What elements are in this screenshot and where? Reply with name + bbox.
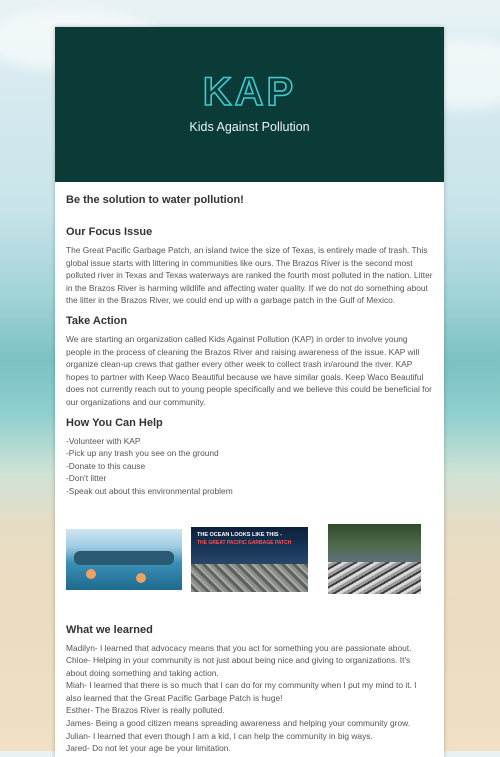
boat-shape (74, 551, 174, 565)
content (55, 182, 444, 755)
buoy-shape (136, 573, 146, 583)
photo-garbage-patch[interactable] (191, 527, 308, 592)
list-item: Madilyn- I learned that advocacy means that you act for something you are passionate about. (66, 642, 412, 653)
list-item: Miah- I learned that there is so much that I can do for my community when I put my mind to it. I also learned that the Great Pacific Garbage Patch is huge! (66, 680, 417, 703)
tagline: Be the solution to water pollution! (66, 194, 244, 206)
newsletter-card (55, 27, 444, 757)
action-heading: Take Action (66, 314, 128, 327)
learned-heading: What we learned (66, 623, 153, 636)
list-item: -Volunteer with KAP (66, 435, 141, 446)
photo-caption-line1: THE OCEAN LOOKS LIKE THIS - (197, 531, 282, 538)
list-item: Jared- Do not let your age be your limitation. (66, 743, 231, 754)
help-heading: How You Can Help (66, 416, 163, 429)
list-item: Chloe- Helping in your community is not just about being nice and giving to organizations. It's about doing something and taking action. (66, 655, 411, 678)
learned-list (66, 642, 433, 755)
buoy-shape (86, 569, 96, 579)
trash-pile (328, 562, 421, 594)
focus-heading: Our Focus Issue (66, 226, 153, 238)
list-item: -Speak out about this environmental problem (66, 485, 233, 496)
list-item: -Pick up any trash you see on the ground (66, 448, 219, 459)
list-item: -Donate to this cause (66, 460, 146, 471)
header-banner (55, 27, 444, 182)
list-item: Julian- I learned that even though I am a kid, I can help the community in big ways. (66, 730, 373, 741)
list-item: -Don't litter (66, 473, 107, 484)
logo: KAP (202, 70, 297, 114)
photo-cleanup-boat[interactable] (66, 529, 182, 590)
list-item: James- Being a good citizen means spreading awareness and helping your community grow. (66, 718, 411, 729)
list-item: Esther- The Brazos River is really polluted. (66, 705, 225, 716)
action-text: We are starting an organization called Kids Against Pollution (KAP) in order to involve young people in the process of cleaning the Brazos River and raising awareness of the issue. KAP will organize clean-up crews that gather every other week to collect trash in/around the river. KAP hopes to partner with Keep Waco Beautiful because we have similar goals. Keep Waco Beautiful does not currently reach out to young people specifically and we believe this could be beneficial for our organizations and our community. (66, 333, 432, 407)
photo-row (66, 524, 433, 594)
focus-text: The Great Pacific Garbage Patch, an island twice the size of Texas, is entirely made of trash. This global issue starts with littering in communities like ours. The Brazos River is the second most polluted river in Texas and Texas waterways are ranked the fourth most polluted in the nation. Litter in the Brazos River is harming wildlife and affecting water quality. If we do not do something about the litter in the Brazos River, we could end up with a garbage patch in the Gulf of Mexico. (66, 245, 433, 306)
help-list (66, 435, 433, 498)
subtitle: Kids Against Pollution (189, 120, 310, 134)
photo-polluted-river[interactable] (328, 524, 421, 594)
photo-caption-line2: THE GREAT PACIFIC GARBAGE PATCH (197, 539, 292, 546)
trash-pile (191, 564, 308, 592)
